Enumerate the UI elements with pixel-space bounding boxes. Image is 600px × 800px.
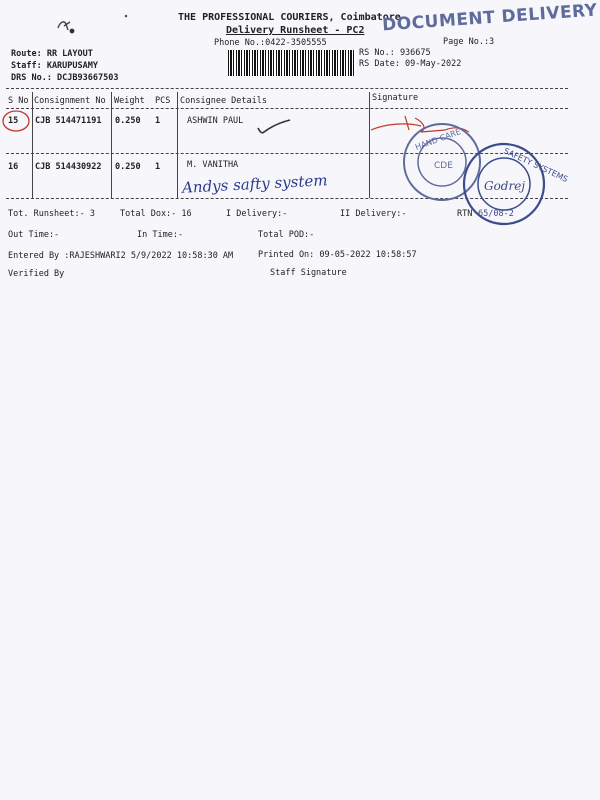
header-pcs: PCS [155,96,171,106]
header-consignee: Consignee Details [180,96,267,106]
rs-number: RS No.: 936675 [359,48,431,58]
staff-label: Staff: KARUPUSAMY [11,61,98,71]
row1-consignee: ASHWIN PAUL [187,116,244,126]
row2-sno: 16 [8,162,19,172]
verified-by: Verified By [8,269,65,279]
total-runsheet: Tot. Runsheet:- 3 [8,209,95,219]
drs-number: DRS No.: DCJB93667503 [11,73,119,83]
header-consignment: Consignment No [34,96,106,106]
row2-consignment: CJB 514430922 [35,162,102,172]
tick-mark [250,112,300,137]
row1-consignment: CJB 514471191 [35,116,102,126]
staff-signature: Staff Signature [270,268,347,278]
red-circle-mark [0,106,40,136]
stamp-text-outer: HAND CARE [413,127,463,152]
total-dox: Total Dox:- 16 [120,209,192,219]
page-number: Page No.:3 [443,37,495,47]
ii-delivery: II Delivery:- [340,209,407,219]
route-label: Route: RR LAYOUT [11,49,93,59]
row2-consignee: M. VANITHA [187,160,239,170]
page-title: Delivery Runsheet - PC2 [226,25,365,36]
table-top-rule [6,88,568,89]
stamp-text-inner: CDE [434,161,453,171]
company-name: THE PROFESSIONAL COURIERS, Coimbatore [178,12,401,23]
header-weight: Weight [114,96,145,106]
phone-number: Phone No.:0422-3505555 [214,38,327,48]
row1-weight: 0.250 [115,116,141,126]
out-time: Out Time:- [8,230,60,240]
document-delivery-stamp: DOCUMENT DELIVERY [381,0,599,36]
stamp-brand: Godrej [484,179,526,193]
row1-sno: 15 [8,116,19,126]
row2-pcs: 1 [155,162,161,172]
printed-on: Printed On: 09-05-2022 10:58:57 [258,250,417,260]
in-time: In Time:- [137,230,184,240]
rtn-value: 65/08-2 [478,209,514,219]
header-sno: S No [8,96,29,106]
header-signature: Signature [372,93,419,103]
handwritten-consignee: Andys safty system [181,171,328,197]
rtn-label: RTN [457,209,473,219]
total-pod: Total POD:- [258,230,315,240]
logo-mark [52,14,82,38]
row2-weight: 0.250 [115,162,141,172]
stamp-text-safety: SAFETY SYSTEMS [502,146,570,184]
i-delivery: I Delivery:- [226,209,288,219]
entered-by: Entered By :RAJESHWARI2 5/9/2022 10:58:30 AM [8,251,234,261]
row1-pcs: 1 [155,116,161,126]
rs-date: RS Date: 09-May-2022 [359,59,462,69]
barcode [228,50,356,76]
